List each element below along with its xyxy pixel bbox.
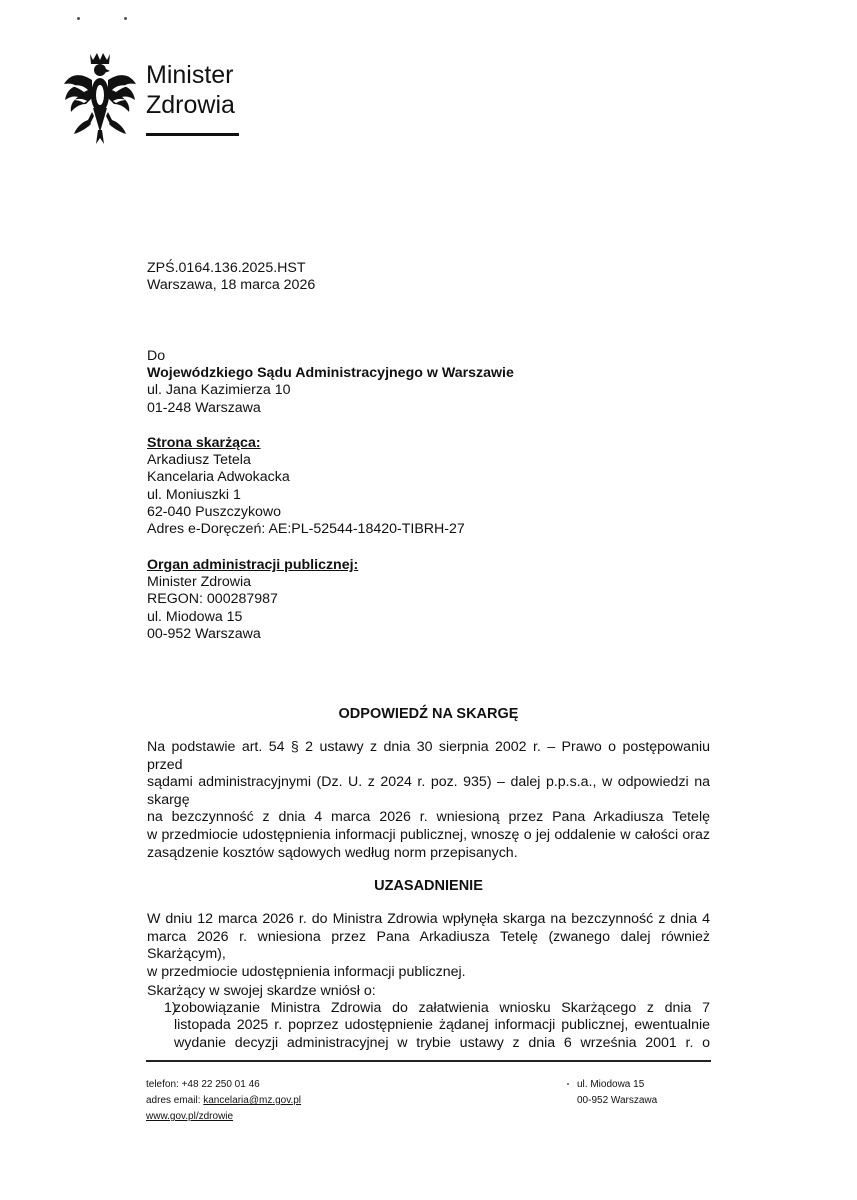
list-item-number: 1) [164, 1000, 177, 1016]
justification-paragraph [147, 911, 710, 981]
complainant-edelivery: Adres e-Doręczeń: AE:PL-52544-18420-TIBRH-27 [147, 521, 465, 538]
scan-speck [77, 17, 80, 20]
recipient-street: ul. Jana Kazimierza 10 [147, 382, 291, 399]
justification-intro [147, 983, 710, 1001]
ministry-line-2: Zdrowia [146, 91, 235, 119]
list-item-line: zobowiązanie Ministra Zdrowia do załatwienia wniosku Skarżącego z dnia 7 [174, 1000, 710, 1016]
justification-line: w przedmiocie udostępnienia informacji publicznej. [147, 963, 466, 980]
complainant-street: ul. Moniuszki 1 [147, 486, 241, 503]
response-line: na bezczynność z dnia 4 marca 2026 r. wniesioną przez Pana Arkadiusza Tetelę [147, 809, 710, 826]
authority-name: Minister Zdrowia [147, 574, 252, 591]
authority-city: 00-952 Warszawa [147, 625, 261, 642]
list-item-line: wydanie decyzji administracyjnej w trybie ustawy z dnia 6 września 2001 r. o [174, 1034, 710, 1051]
list-item-line: listopada 2025 r. poprzez udostępnienie żądanej informacji publicznej, ewentualnie [174, 1017, 710, 1034]
footer-address [577, 1077, 657, 1109]
justification-line: W dniu 12 marca 2026 r. do Ministra Zdrowia wpłynęła skarga na bezczynność z dnia 4 [147, 911, 710, 927]
complainant-city: 62-040 Puszczykowo [147, 503, 282, 520]
justification-heading: UZASADNIENIE [374, 878, 483, 894]
justification-line: marca 2026 r. wniesiona przez Pana Arkadiusza Tetelę (zwanego dalej również Skarżącym), [147, 928, 710, 963]
document-reference: ZPŚ.0164.136.2025.HST [147, 260, 306, 276]
document-meta [147, 260, 315, 294]
authority-block [147, 557, 358, 643]
ministry-name [146, 60, 235, 120]
footer-address-street: ul. Miodowa 15 [577, 1079, 645, 1090]
footer-phone: telefon: +48 22 250 01 46 [146, 1079, 260, 1090]
response-line: w przedmiocie udostępnienia informacji publicznej, wnoszę o jej oddalenie w całości oraz [147, 826, 710, 843]
list-item [147, 1000, 710, 1052]
document-place-date: Warszawa, 18 marca 2026 [147, 277, 316, 294]
authority-street: ul. Miodowa 15 [147, 608, 243, 625]
response-heading: ODPOWIEDŹ NA SKARGĘ [338, 706, 519, 722]
justification-intro-text: Skarżący w swojej skardze wniósł o: [147, 983, 376, 999]
footer-address-city: 00-952 Warszawa [577, 1095, 658, 1106]
response-line: sądami administracyjnymi (Dz. U. z 2024 r. poz. 935) – dalej p.p.s.a., w odpowiedzi na skargę [147, 774, 710, 808]
footer-contact [146, 1077, 301, 1125]
footer-email-row [146, 1093, 301, 1109]
list-item-text [174, 1000, 710, 1052]
authority-regon: REGON: 000287987 [147, 591, 278, 608]
complainant-name: Arkadiusz Tetela [147, 452, 251, 469]
polish-eagle-emblem-icon [62, 50, 138, 146]
recipient-block [147, 348, 514, 417]
footer-divider [146, 1060, 711, 1062]
complainant-block [147, 435, 465, 538]
response-line: Na podstawie art. 54 § 2 ustawy z dnia 30 sierpnia 2002 r. – Prawo o postępowaniu przed [147, 739, 710, 773]
footer-email-link[interactable]: kancelaria@mz.gov.pl [203, 1095, 302, 1106]
footer-website-link[interactable]: www.gov.pl/zdrowie [146, 1111, 234, 1122]
footer-email-label: adres email: [146, 1095, 204, 1106]
complainant-firm: Kancelaria Adwokacka [147, 469, 290, 486]
recipient-city: 01-248 Warszawa [147, 399, 261, 416]
scan-speck [124, 17, 127, 20]
scan-speck [567, 1083, 569, 1085]
logo-underline [146, 133, 239, 136]
authority-label: Organ administracji publicznej: [147, 557, 359, 573]
response-line: zasądzenie kosztów sądowych według norm przepisanych. [147, 844, 518, 861]
complainant-label: Strona skarżąca: [147, 435, 261, 451]
recipient-court-name: Wojewódzkiego Sądu Administracyjnego w Warszawie [147, 365, 514, 382]
ministry-line-1: Minister [146, 61, 234, 89]
response-paragraph [147, 739, 710, 862]
recipient-to-label: Do [147, 348, 166, 364]
request-list [147, 1000, 710, 1052]
